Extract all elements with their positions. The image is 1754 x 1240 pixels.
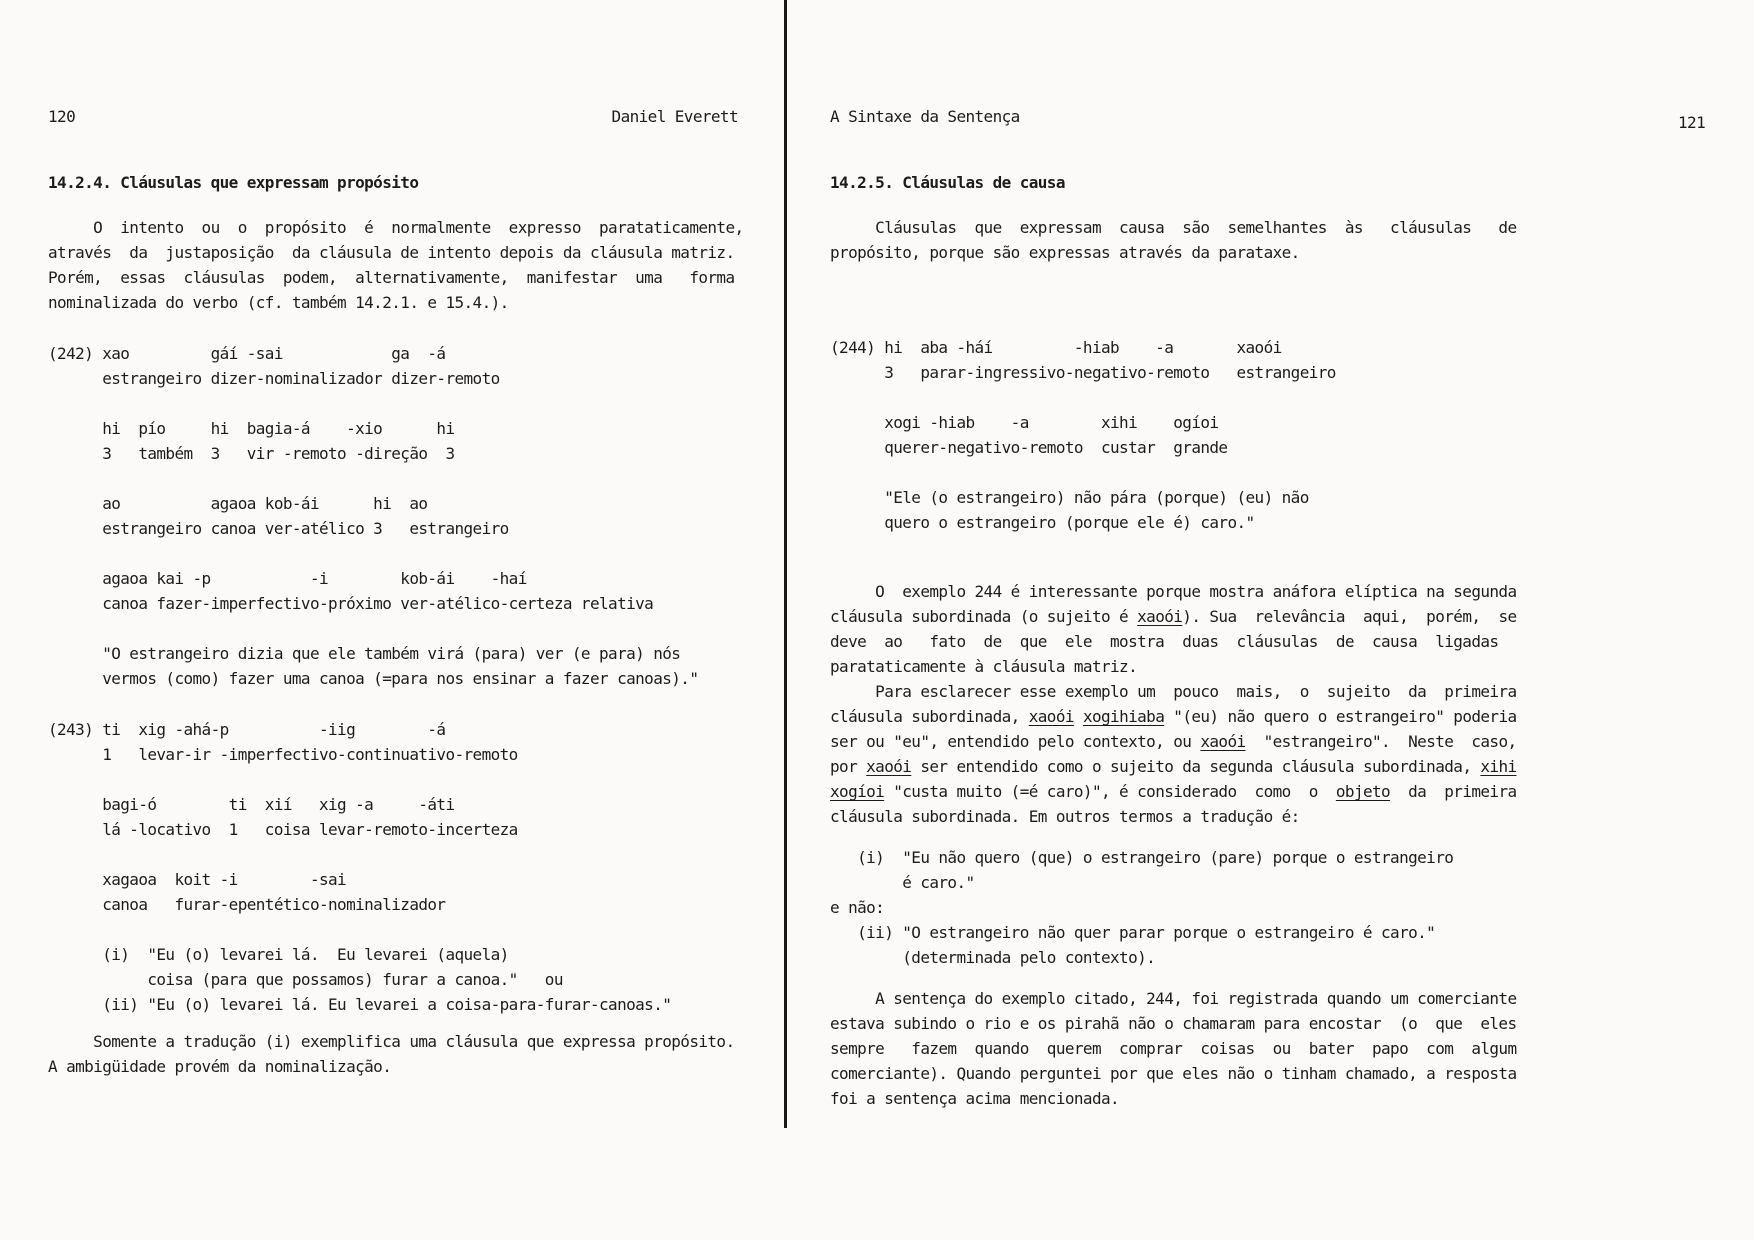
text-line [48, 466, 748, 491]
text-line [830, 460, 1530, 485]
text-line: Somente a tradução (i) exemplifica uma cláusula que expressa propósito. [48, 1032, 735, 1051]
left-running-header-row [48, 104, 738, 129]
text-line: bagi-ó ti xií xig -a -áti [48, 795, 455, 814]
text-line: estrangeiro dizer-nominalizador dizer-remoto [48, 369, 500, 388]
text-line: 14.2.5. Cláusulas de causa [830, 173, 1065, 192]
text-line: canoa fazer-imperfectivo-próximo ver-atélico-certeza relativa [48, 594, 654, 613]
text-line: e não: [830, 898, 885, 917]
text-line: A ambigüidade provém da nominalização. [48, 1057, 392, 1076]
text-line [48, 842, 748, 867]
example-244 [830, 335, 1530, 535]
text-line: por xaoói ser entendido como o sujeito da segunda cláusula subordinada, xihi [830, 757, 1517, 776]
text-line: estava subindo o rio e os pirahã não o chamaram para encostar (o que eles [830, 1014, 1517, 1033]
text-line: estrangeiro canoa ver-atélico 3 estrangeiro [48, 519, 509, 538]
text-line: Cláusulas que expressam causa são semelhantes às cláusulas de [830, 218, 1517, 237]
text-line: O exemplo 244 é interessante porque mostra anáfora elíptica na segunda [830, 582, 1517, 601]
text-line: cláusula subordinada. Em outros termos a tradução é: [830, 807, 1300, 826]
text-line: através da justaposição da cláusula de intento depois da cláusula matriz. [48, 243, 735, 262]
text-line: Para esclarecer esse exemplo um pouco mais, o sujeito da primeira [830, 682, 1517, 701]
text-line [48, 391, 748, 416]
text-line: nominalizada do verbo (cf. também 14.2.1. e 15.4.). [48, 293, 509, 312]
text-line: foi a sentença acima mencionada. [830, 1089, 1120, 1108]
text-line: "O estrangeiro dizia que ele também virá (para) ver (e para) nós [48, 644, 681, 663]
text-line: deve ao fato de que ele mostra duas cláusulas de causa ligadas [830, 632, 1499, 651]
text-line [48, 616, 748, 641]
text-line: 14.2.4. Cláusulas que expressam propósito [48, 173, 419, 192]
text-line: xagaoa koit -i -sai [48, 870, 347, 889]
left-page-content [48, 170, 748, 1079]
text-line: ser ou "eu", entendido pelo contexto, ou xaoói "estrangeiro". Neste caso, [830, 732, 1517, 751]
section-heading-14-2-5 [830, 170, 1530, 195]
intro-paragraph [48, 215, 748, 315]
text-line: 3 parar-ingressivo-negativo-remoto estrangeiro [830, 363, 1336, 382]
text-line: "Ele (o estrangeiro) não pára (porque) (eu) não [830, 488, 1309, 507]
text-line: A sentença do exemplo citado, 244, foi registrada quando um comerciante [830, 989, 1517, 1008]
text-line: (244) hi aba -háí -hiab -a xaoói [830, 338, 1282, 357]
text-line: quero o estrangeiro (porque ele é) caro." [830, 513, 1255, 532]
text-line [48, 917, 748, 942]
text-line: (242) xao gáí -sai ga -á [48, 344, 446, 363]
example-242 [48, 341, 748, 691]
right-page-number: 121 [1678, 113, 1706, 132]
text-line: O intento ou o propósito é normalmente expresso parataticamente, [48, 218, 744, 237]
text-line: (ii) "O estrangeiro não quer parar porque o estrangeiro é caro." [830, 923, 1436, 942]
section-heading-14-2-4 [48, 170, 748, 195]
text-line: (ii) "Eu (o) levarei lá. Eu levarei a coisa-para-furar-canoas." [48, 995, 672, 1014]
text-line: canoa furar-epentético-nominalizador [48, 895, 446, 914]
text-line: ao agaoa kob-ái hi ao [48, 494, 428, 513]
text-line: comerciante). Quando perguntei por que eles não o tinham chamado, a resposta [830, 1064, 1517, 1083]
text-line: xogíoi "custa muito (=é caro)", é considerado como o objeto da primeira [830, 782, 1517, 801]
text-line: cláusula subordinada, xaoói xogihiaba "(eu) não quero o estrangeiro" poderia [830, 707, 1517, 726]
right-running-header-row [830, 104, 1710, 132]
text-line [48, 767, 748, 792]
text-line: cláusula subordinada (o sujeito é xaoói). Sua relevância aqui, porém, se [830, 607, 1517, 626]
text-line: 1 levar-ir -imperfectivo-continuativo-remoto [48, 745, 518, 764]
text-line: (243) ti xig -ahá-p -iig -á [48, 720, 446, 739]
text-line: querer-negativo-remoto custar grande [830, 438, 1228, 457]
closing-paragraph [830, 986, 1530, 1111]
discussion-paragraph-1 [830, 579, 1530, 679]
text-line [830, 385, 1530, 410]
text-line: é caro." [830, 873, 975, 892]
text-line: agaoa kai -p -i kob-ái -haí [48, 569, 527, 588]
text-line: propósito, porque são expressas através da parataxe. [830, 243, 1300, 262]
text-line: (i) "Eu (o) levarei lá. Eu levarei (aquela) [48, 945, 509, 964]
translation-alternatives [830, 845, 1530, 970]
text-line: Porém, essas cláusulas podem, alternativamente, manifestar uma forma [48, 268, 735, 287]
text-line: parataticamente à cláusula matriz. [830, 657, 1138, 676]
discussion-paragraph-2 [830, 679, 1530, 829]
text-line: lá -locativo 1 coisa levar-remoto-incerteza [48, 820, 518, 839]
text-line [48, 541, 748, 566]
right-running-header: A Sintaxe da Sentença [830, 107, 1020, 126]
left-page-number: 120 [48, 107, 76, 126]
text-line: 3 também 3 vir -remoto -direção 3 [48, 444, 455, 463]
text-line: (determinada pelo contexto). [830, 948, 1156, 967]
left-running-header: Daniel Everett [611, 107, 738, 126]
text-line: vermos (como) fazer uma canoa (=para nos ensinar a fazer canoas)." [48, 669, 699, 688]
text-line: (i) "Eu não quero (que) o estrangeiro (pare) porque o estrangeiro [830, 848, 1454, 867]
text-line: hi pío hi bagia-á -xio hi [48, 419, 455, 438]
closing-paragraph [48, 1029, 748, 1079]
text-line: sempre fazem quando querem comprar coisas ou bater papo com algum [830, 1039, 1517, 1058]
page-gutter-divider [784, 0, 787, 1128]
right-page-content [830, 170, 1530, 1111]
text-line: coisa (para que possamos) furar a canoa." ou [48, 970, 563, 989]
example-243 [48, 717, 748, 1017]
intro-paragraph [830, 215, 1530, 265]
text-line: xogi -hiab -a xihi ogíoi [830, 413, 1219, 432]
